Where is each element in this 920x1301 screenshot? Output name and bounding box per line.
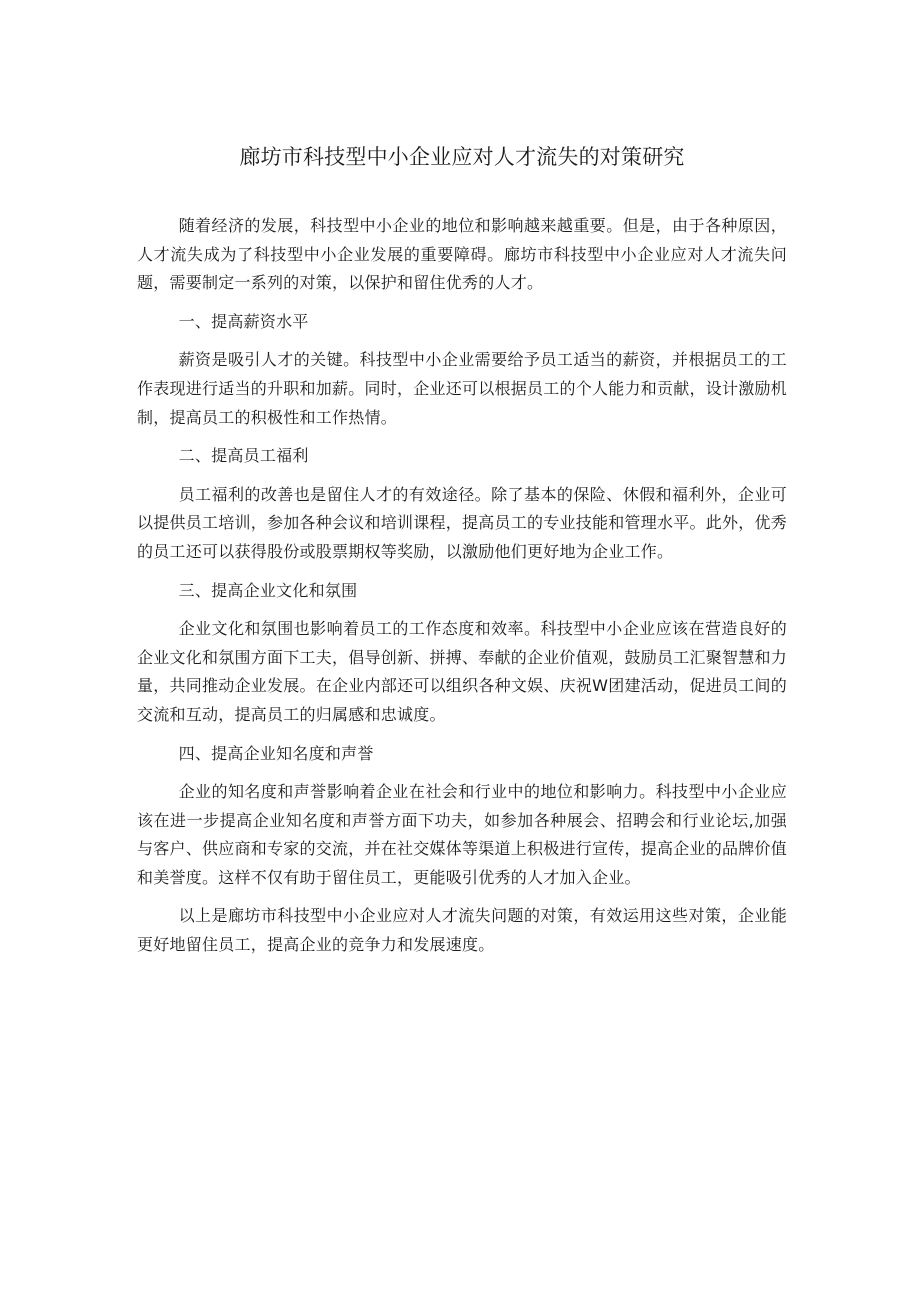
section-body-welfare: 员工福利的改善也是留住人才的有效途径。除了基本的保险、休假和福利外，企业可以提供员工培训，参加各种会议和培训课程，提高员工的专业技能和管理水平。此外，优秀的员工还可以获得股份或股票期权等奖励，以激励他们更好地为企业工作。 [137, 484, 788, 561]
section-body-culture: 企业文化和氛围也影响着员工的工作态度和效率。科技型中小企业应该在营造良好的企业文化和氛围方面下工夫，倡导创新、拼搏、奉献的企业价值观，鼓励员工汇聚智慧和力量，共同推动企业发展。在企业内部还可以组织各种文娱、庆祝W团建活动，促进员工间的交流和互动，提高员工的归属感和忠诚度。 [137, 619, 788, 724]
section-body-salary: 薪资是吸引人才的关键。科技型中小企业需要给予员工适当的薪资，并根据员工的工作表现进行适当的升职和加薪。同时，企业还可以根据员工的个人能力和贡献，设计激励机制，提高员工的积极性和工作热情。 [137, 350, 788, 427]
section-heading-reputation: 四、提高企业知名度和声誉 [178, 743, 374, 763]
document-title: 廊坊市科技型中小企业应对人才流失的对策研究 [239, 145, 685, 169]
document-body [137, 212, 787, 970]
intro-paragraph: 随着经济的发展，科技型中小企业的地位和影响越来越重要。但是，由于各种原因，人才流失成为了科技型中小企业发展的重要障碍。廊坊市科技型中小企业应对人才流失问题，需要制定一系列的对策，以保护和留住优秀的人才。 [137, 216, 787, 293]
section-heading-welfare: 二、提高员工福利 [178, 446, 309, 466]
section-heading-culture: 三、提高企业文化和氛围 [178, 580, 358, 600]
section-heading-salary: 一、提高薪资水平 [178, 311, 309, 331]
conclusion-paragraph: 以上是廊坊市科技型中小企业应对人才流失问题的对策，有效运用这些对策，企业能更好地留住员工，提高企业的竞争力和发展速度。 [137, 906, 787, 955]
section-body-reputation: 企业的知名度和声誉影响着企业在社会和行业中的地位和影响力。科技型中小企业应该在进一步提高企业知名度和声誉方面下功夫，如参加各种展会、招聘会和行业论坛,加强与客户、供应商和专家的交流，并在社交媒体等渠道上积极进行宣传，提高企业的品牌价值和美誉度。这样不仅有助于留住员工，更能吸引优秀的人才加入企业。 [137, 782, 788, 887]
